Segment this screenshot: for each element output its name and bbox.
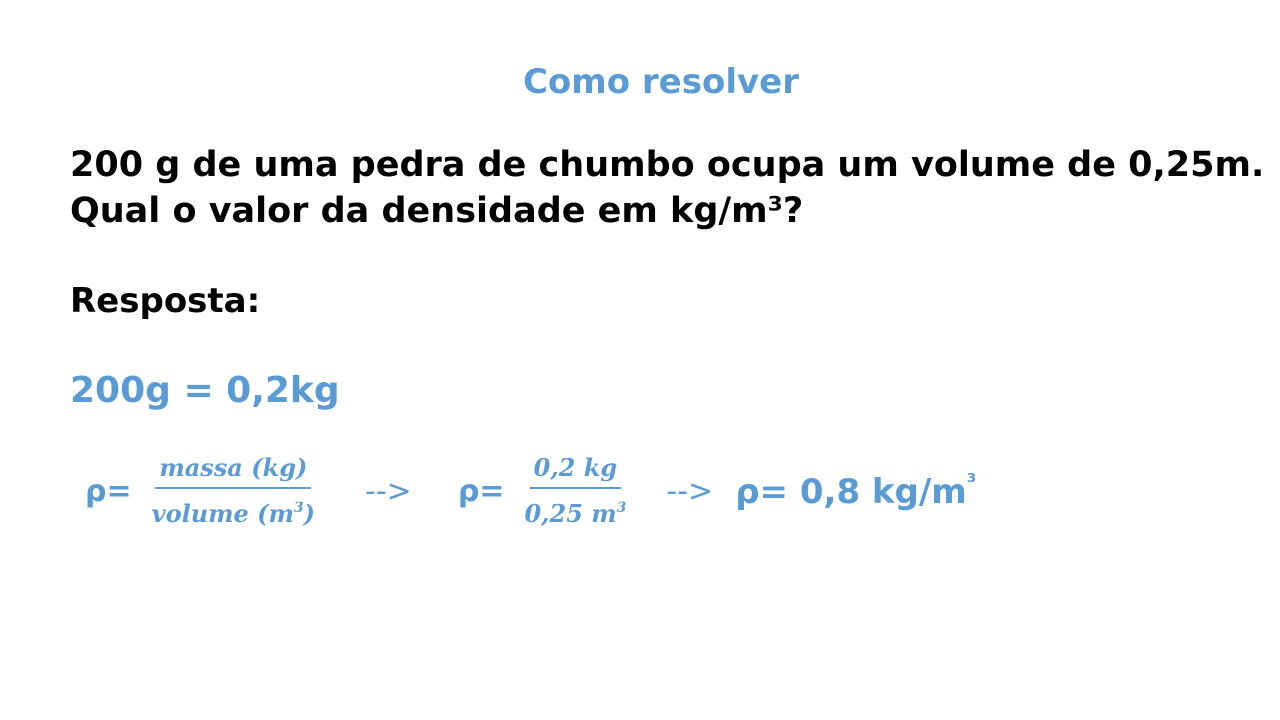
values-denominator-exponent: 3 [616, 500, 627, 516]
fraction-general-denominator [148, 489, 319, 529]
values-denominator-base: 0,25 m [524, 499, 617, 528]
denominator-base: volume (m [151, 499, 294, 528]
arrow-2: --> [666, 473, 714, 509]
rho-symbol-1: ρ= [85, 473, 132, 509]
fraction-values-denominator [520, 489, 630, 529]
fraction-general-numerator: massa (kg) [155, 453, 311, 489]
fraction-values-numerator: 0,2 kg [530, 453, 622, 489]
arrow-1: --> [365, 473, 412, 509]
rho-symbol-2: ρ= [457, 473, 505, 509]
denominator-exponent: 3 [293, 500, 304, 516]
result-value: ρ= 0,8 kg/m [735, 472, 967, 512]
answer-label: Resposta: [70, 281, 261, 321]
result-exponent: ³ [966, 470, 977, 495]
question-line-1: 200 g de uma pedra de chumbo ocupa um volume de 0,25m. [70, 145, 1265, 185]
density-formula [85, 455, 976, 527]
fraction-values [520, 453, 630, 529]
density-result [735, 470, 976, 512]
question-text [70, 142, 1265, 234]
slide-title: Como resolver [522, 62, 799, 102]
fraction-general [148, 453, 319, 529]
mass-conversion: 200g = 0,2kg [70, 370, 340, 411]
denominator-close: ) [303, 499, 316, 528]
question-line-2: Qual o valor da densidade em kg/m³? [70, 191, 804, 231]
